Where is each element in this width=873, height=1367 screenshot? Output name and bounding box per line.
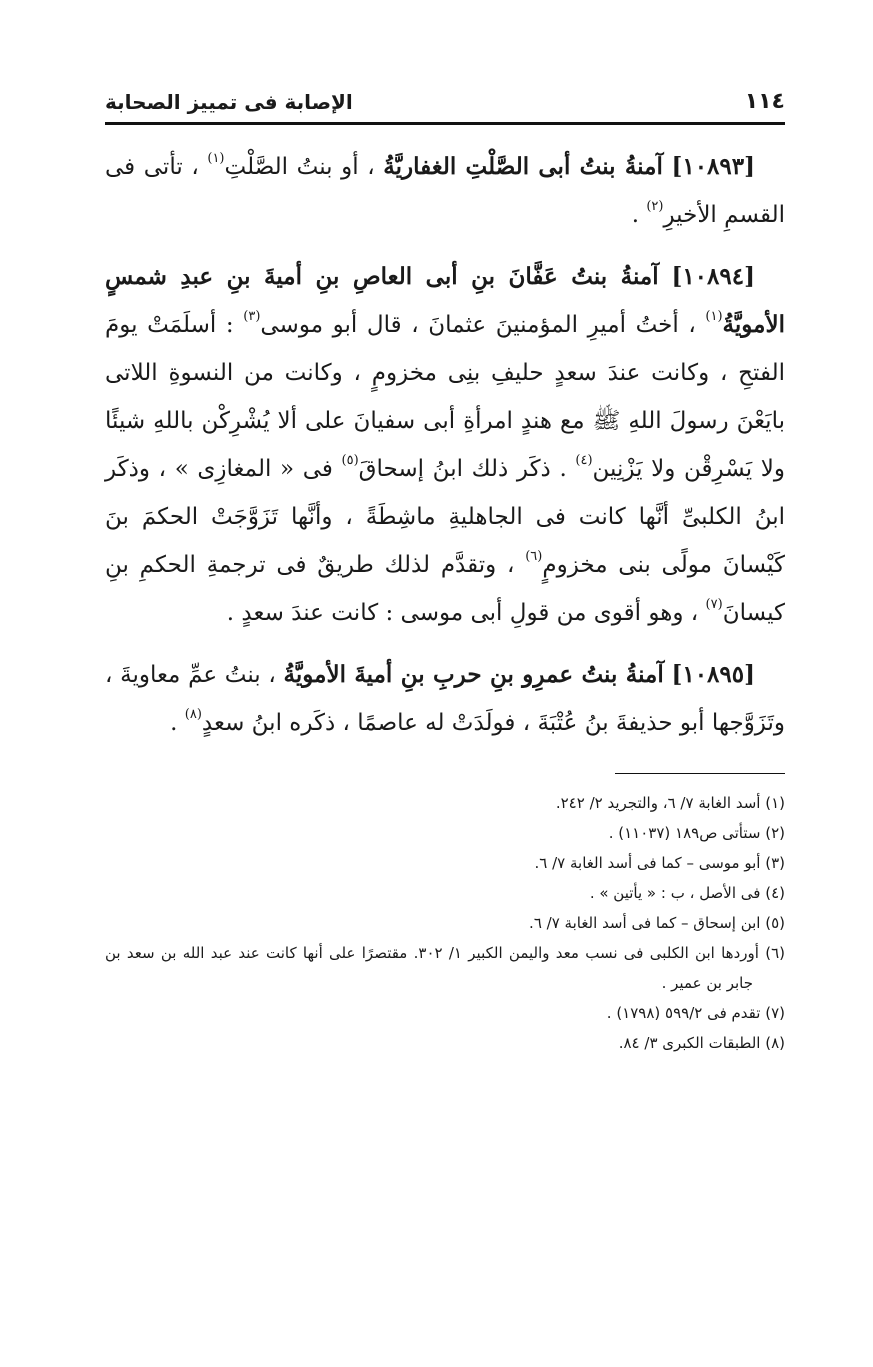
footnote: (٣) أبو موسى – كما فى أسد الغابة ٧/ ٦. xyxy=(534,854,785,872)
footnote: (١) أسد الغابة ٧/ ٦، والتجريد ٢/ ٢٤٢. xyxy=(555,794,785,812)
entry xyxy=(105,651,785,747)
entry-number: [١٠٨٩٤] xyxy=(671,263,755,290)
entry-text: ، وتقدَّم لذلك طريقٌ فى ترجمةِ الحكمِ بنِ كيسانَ xyxy=(105,552,785,626)
footnotes xyxy=(105,788,785,1058)
footnote-ref[interactable]: (٥) xyxy=(341,453,359,468)
footnote-ref[interactable]: (٢) xyxy=(646,199,664,214)
footnote-ref[interactable]: (٨) xyxy=(184,707,202,722)
entry-text: ، تأتى فى القسمِ الأخيرِ xyxy=(105,154,785,228)
footnote-separator xyxy=(615,773,785,774)
footnote-ref[interactable]: (١) xyxy=(705,309,723,324)
page-number: ١١٤ xyxy=(744,89,785,114)
footnote-ref[interactable]: (٣) xyxy=(243,309,261,324)
entry-text: . xyxy=(170,710,185,736)
entry-text: ، وهو أقوى من قولِ أبى موسى : كانت عندَ سعدٍ . xyxy=(226,600,706,626)
footnote: (٥) ابن إسحاق – كما فى أسد الغابة ٧/ ٦. xyxy=(529,914,785,932)
footnote-ref[interactable]: (١) xyxy=(207,151,225,166)
footnote-ref[interactable]: (٧) xyxy=(705,597,723,612)
entry-text: فى « المغازِى » ، وذكَر ابنُ الكلبىِّ أنَّها كانت فى الجاهليةِ ماشِطَةً ، وأنَّها تَزَوَّجَتْ الحكمَ بنَ كَيْسانَ مولًى بنى مخزومٍ xyxy=(105,456,785,578)
entry-text: ، أختُ أميرِ المؤمنينَ عثمانَ ، قال أبو موسى xyxy=(260,312,706,338)
entry-text: ، بنتُ عمِّ معاويةَ ، وتَزَوَّجها أبو حذيفةَ بنُ عُتْبَةَ ، فولَدَتْ له عاصمًا ، ذكَره ابنُ سعدٍ xyxy=(105,662,785,736)
footnote: (٢) ستأتى ص١٨٩ (١١٠٣٧) . xyxy=(608,824,785,842)
entry-text: : أسلَمَتْ يومَ الفتحِ ، وكانت عندَ سعدٍ حليفِ بنِى مخزومٍ ، وكانت من النسوةِ اللاتى بايَعْنَ رسولَ اللهِ ﷺ مع هندٍ امرأةِ أبى سفيانَ على ألا يُشْرِكْن باللهِ شيئًا ولا يَسْرِقْن ولا يَزْنِين xyxy=(105,312,785,482)
entry-number: [١٠٨٩٣] xyxy=(671,153,756,180)
entry-name: آمنةُ بنتُ عمرِو بنِ حربِ بنِ أميةَ الأمويَّةُ xyxy=(283,661,664,688)
footnote: (٨) الطبقات الكبرى ٣/ ٨٤. xyxy=(618,1034,785,1052)
entry-name: آمنةُ بنتُ عَفَّانَ بنِ أبى العاصِ بنِ أميةَ بنِ عبدِ شمسٍ الأمويَّةُ xyxy=(105,263,785,338)
footnote: (٦) أوردها ابن الكلبى فى نسب معد واليمن الكبير ١/ ٣٠٢. مقتصرًا على أنها كانت عند عبد الله بن سعد بن جابر بن عمير . xyxy=(105,944,785,992)
header-rule xyxy=(105,122,785,125)
entry xyxy=(105,253,785,637)
running-title: الإصابة فى تمييز الصحابة xyxy=(105,90,353,114)
footnote: (٧) تقدم فى ٥٩٩/٢ (١٧٩٨) . xyxy=(606,1004,785,1022)
entry-name: آمنةُ بنتُ أبى الصَّلْتِ الغفاريَّةُ xyxy=(383,153,663,180)
entry-text: . xyxy=(631,202,647,228)
book-page xyxy=(105,70,785,1058)
running-header xyxy=(105,70,785,114)
entries xyxy=(105,143,785,747)
footnote-ref[interactable]: (٤) xyxy=(575,453,593,468)
footnote: (٤) فى الأصل ، ب : « يأتين » . xyxy=(589,884,785,902)
entry-text: . ذكَر ذلك ابنُ إسحاقَ xyxy=(358,456,576,482)
entry-number: [١٠٨٩٥] xyxy=(671,661,756,688)
footnote-ref[interactable]: (٦) xyxy=(525,549,543,564)
entry xyxy=(105,143,785,239)
entry-text: ، أو بنتُ الصَّلْتِ xyxy=(224,154,384,180)
